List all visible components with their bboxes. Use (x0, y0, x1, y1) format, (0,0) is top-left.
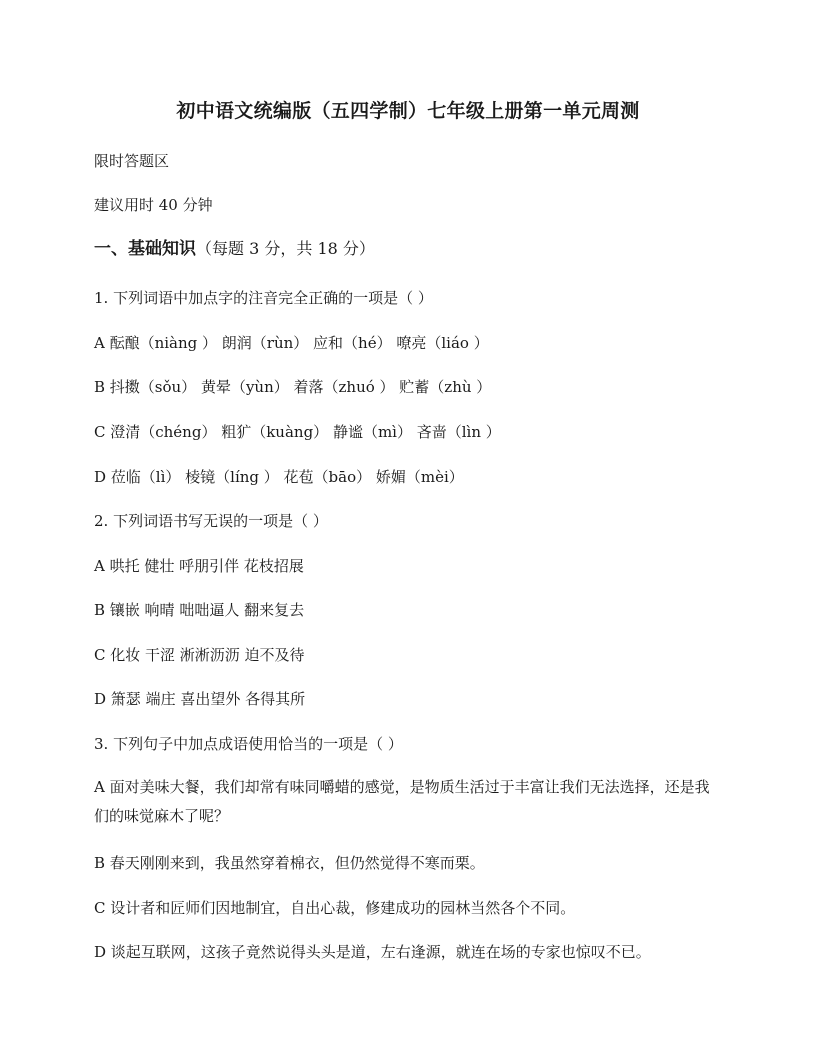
question-3-stem: 3. 下列句子中加点成语使用恰当的一项是（ ） (94, 735, 403, 753)
question-2-option-d: D 箫瑟 端庄 喜出望外 各得其所 (94, 690, 306, 708)
document-title: 初中语文统编版（五四学制）七年级上册第一单元周测 (176, 100, 640, 122)
question-1-option-c: C 澄清（chéng） 粗犷（kuàng） 静谧（mì） 吝啬（lìn ） (94, 423, 501, 441)
question-2-option-a: A 哄托 健壮 呼朋引伴 花枝招展 (94, 557, 304, 575)
question-2-stem: 2. 下列词语书写无误的一项是（ ） (94, 512, 328, 530)
question-2-option-b: B 镶嵌 响晴 咄咄逼人 翻来复去 (94, 601, 305, 619)
question-1-option-a: A 酝酿（niàng ） 朗润（rùn） 应和（hé） 嘹亮（liáo ） (94, 334, 489, 352)
section-score-note: （每题 3 分，共 18 分） (196, 239, 375, 258)
question-3-option-a: A 面对美味大餐，我们却常有味同嚼蜡的感觉，是物质生活过于丰富让我们无法选择，还是我们的味觉麻木了呢？ (94, 778, 710, 825)
suggested-time-label: 建议用时 40 分钟 (94, 196, 213, 214)
section-heading (94, 238, 734, 260)
question-3-option-d: D 谈起互联网，这孩子竟然说得头头是道，左右逢源，就连在场的专家也惊叹不已。 (94, 943, 651, 961)
question-1-stem: 1. 下列词语中加点字的注音完全正确的一项是（ ） (94, 289, 433, 307)
question-1-option-d: D 莅临（lì） 棱镜（líng ） 花苞（bāo） 娇媚（mèi） (94, 468, 464, 486)
question-2-option-c: C 化妆 干涩 淅淅沥沥 迫不及待 (94, 646, 305, 664)
timed-area-label: 限时答题区 (94, 152, 170, 170)
question-1-option-b: B 抖擞（sǒu） 黄晕（yùn） 着落（zhuó ） 贮蓄（zhù ） (94, 378, 492, 396)
question-3-option-b: B 春天刚刚来到，我虽然穿着棉衣，但仍然觉得不寒而栗。 (94, 854, 485, 872)
question-3-option-c: C 设计者和匠师们因地制宜，自出心裁，修建成功的园林当然各个不同。 (94, 899, 576, 917)
section-title: 一、基础知识 (94, 239, 196, 259)
